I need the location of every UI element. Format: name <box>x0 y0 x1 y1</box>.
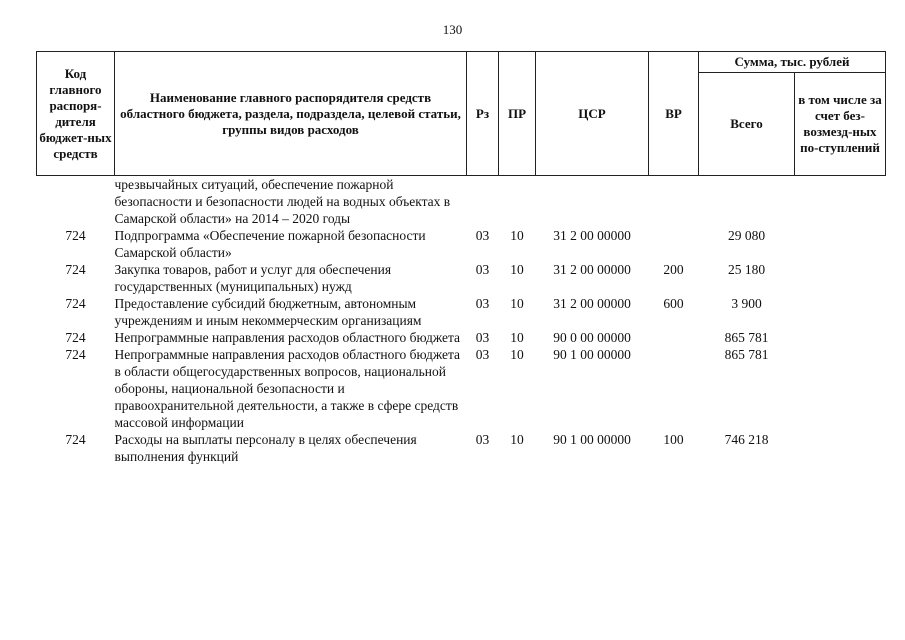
cell-gratuitous <box>795 346 886 431</box>
cell-total: 865 781 <box>724 330 769 345</box>
cell-code: 724 <box>65 228 86 243</box>
cell-vr <box>649 176 699 228</box>
table-body <box>37 176 886 466</box>
cell-rz <box>467 176 499 228</box>
cell-csr: 90 0 00 00000 <box>553 330 631 345</box>
cell-pr: 10 <box>510 228 524 243</box>
continuation-row <box>37 176 886 228</box>
cell-rz: 03 <box>475 262 490 277</box>
continuation-text: чрезвычайных ситуаций, обеспечение пожарной безопасности и безопасности людей на водных объектах в Самарской области» на 2014 – 2020 годы <box>114 177 451 226</box>
cell-name: Непрограммные направления расходов областного бюджета в области общегосударственных вопросов, национальной обороны, национальной безопасности и правоохранительной деятельности, а также в сфере средств массовой информации <box>114 347 461 430</box>
cell-pr <box>499 176 536 228</box>
cell-vr: 200 <box>663 262 684 277</box>
cell-pr: 10 <box>510 432 524 447</box>
cell-pr: 10 <box>510 296 524 311</box>
cell-pr: 10 <box>510 330 524 345</box>
cell-csr: 90 1 00 00000 <box>553 432 631 447</box>
cell-total <box>699 176 795 228</box>
cell-total: 3 900 <box>731 296 762 311</box>
cell-pr: 10 <box>510 262 524 277</box>
cell-name: Непрограммные направления расходов областного бюджета <box>114 330 461 345</box>
cell-code <box>37 176 115 228</box>
cell-gratuitous <box>795 431 886 465</box>
cell-total: 29 080 <box>727 228 766 243</box>
header-csr: ЦСР <box>536 52 649 176</box>
cell-rz: 03 <box>475 432 490 447</box>
header-name: Наименование главного распорядителя средств областного бюджета, раздела, подраздела, целевой статьи, группы видов расходов <box>115 52 467 176</box>
cell-total: 865 781 <box>724 347 769 362</box>
cell-rz: 03 <box>475 296 490 311</box>
header-vr: ВР <box>649 52 699 176</box>
budget-table <box>36 51 886 465</box>
cell-gratuitous <box>795 261 886 295</box>
cell-code: 724 <box>65 330 86 345</box>
cell-pr: 10 <box>510 347 524 362</box>
cell-csr: 90 1 00 00000 <box>553 347 631 362</box>
cell-gratuitous <box>795 329 886 346</box>
header-code: Код главного распоря-дителя бюджет-ных средств <box>37 52 115 176</box>
cell-code: 724 <box>65 432 86 447</box>
table-row <box>37 431 886 465</box>
cell-gratuitous <box>795 295 886 329</box>
cell-rz: 03 <box>475 228 490 243</box>
cell-gratuitous <box>795 227 886 261</box>
cell-total: 746 218 <box>724 432 769 447</box>
cell-name: Закупка товаров, работ и услуг для обеспечения государственных (муниципальных) нужд <box>114 262 392 294</box>
table-row <box>37 295 886 329</box>
table-header <box>37 52 886 176</box>
table-row <box>37 227 886 261</box>
header-pr: ПР <box>499 52 536 176</box>
header-rz: Рз <box>467 52 499 176</box>
table-row <box>37 261 886 295</box>
table-row <box>37 329 886 346</box>
header-gratuitous: в том числе за счет без-возмезд-ных по-ступлений <box>795 73 886 176</box>
cell-gratuitous <box>795 176 886 228</box>
page-number: 130 <box>442 22 463 37</box>
cell-csr: 31 2 00 00000 <box>553 228 631 243</box>
cell-rz: 03 <box>475 330 490 345</box>
cell-total: 25 180 <box>727 262 766 277</box>
header-total: Всего <box>699 73 795 176</box>
table-row <box>37 346 886 431</box>
cell-code: 724 <box>65 296 86 311</box>
cell-csr <box>536 176 649 228</box>
cell-vr: 600 <box>663 296 684 311</box>
cell-name: Расходы на выплаты персоналу в целях обеспечения выполнения функций <box>114 432 417 464</box>
cell-vr <box>649 329 699 346</box>
header-sum-group: Сумма, тыс. рублей <box>699 52 886 73</box>
cell-code: 724 <box>65 347 86 362</box>
cell-name: Предоставление субсидий бюджетным, автономным учреждениям и иным некоммерческим организациям <box>114 296 422 328</box>
cell-csr: 31 2 00 00000 <box>553 296 631 311</box>
cell-code: 724 <box>65 262 86 277</box>
cell-rz: 03 <box>475 347 490 362</box>
cell-csr: 31 2 00 00000 <box>553 262 631 277</box>
cell-vr <box>649 346 699 431</box>
cell-name: Подпрограмма «Обеспечение пожарной безопасности Самарской области» <box>114 228 426 260</box>
cell-vr <box>649 227 699 261</box>
cell-vr: 100 <box>663 432 684 447</box>
